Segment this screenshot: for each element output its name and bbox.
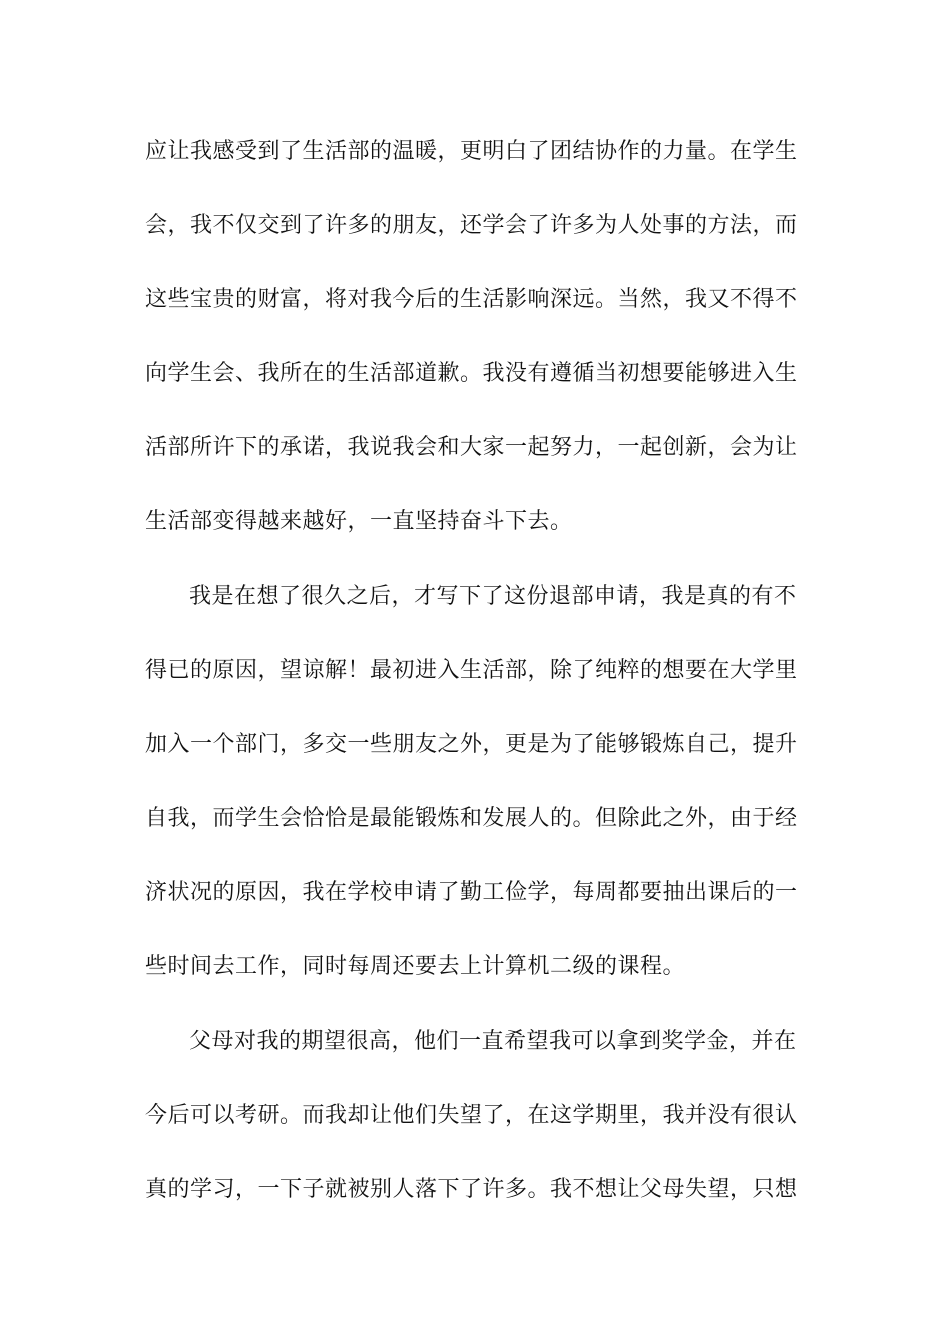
paragraph-first-line: 我是在想了很久之后，才写下了这份退部申请，我是真的有不 [189, 584, 797, 609]
text-line: 会，我不仅交到了许多的朋友，还学会了许多为人处事的方法，而 [145, 213, 798, 238]
text-line: 加入一个部门，多交一些朋友之外，更是为了能够锻炼自己，提升 [145, 732, 798, 757]
text-line: 活部所许下的承诺，我说我会和大家一起努力，一起创新，会为让 [145, 435, 798, 460]
text-line: 生活部变得越来越好，一直坚持奋斗下去。 [145, 509, 573, 534]
text-line: 自我，而学生会恰恰是最能锻炼和发展人的。但除此之外，由于经 [145, 806, 798, 831]
text-line: 得已的原因，望谅解！最初进入生活部，除了纯粹的想要在大学里 [145, 658, 798, 683]
text-line: 这些宝贵的财富，将对我今后的生活影响深远。当然，我又不得不 [145, 287, 798, 312]
text-line: 向学生会、我所在的生活部道歉。我没有遵循当初想要能够进入生 [145, 361, 798, 386]
text-line: 应让我感受到了生活部的温暖，更明白了团结协作的力量。在学生 [145, 139, 798, 164]
text-line: 济状况的原因，我在学校申请了勤工俭学，每周都要抽出课后的一 [145, 880, 798, 905]
text-line: 真的学习，一下子就被别人落下了许多。我不想让父母失望，只想 [145, 1177, 798, 1202]
text-line: 些时间去工作，同时每周还要去上计算机二级的课程。 [145, 954, 686, 979]
paragraph-first-line: 父母对我的期望很高，他们一直希望我可以拿到奖学金，并在 [189, 1029, 797, 1054]
text-line: 今后可以考研。而我却让他们失望了，在这学期里，我并没有很认 [145, 1103, 798, 1128]
